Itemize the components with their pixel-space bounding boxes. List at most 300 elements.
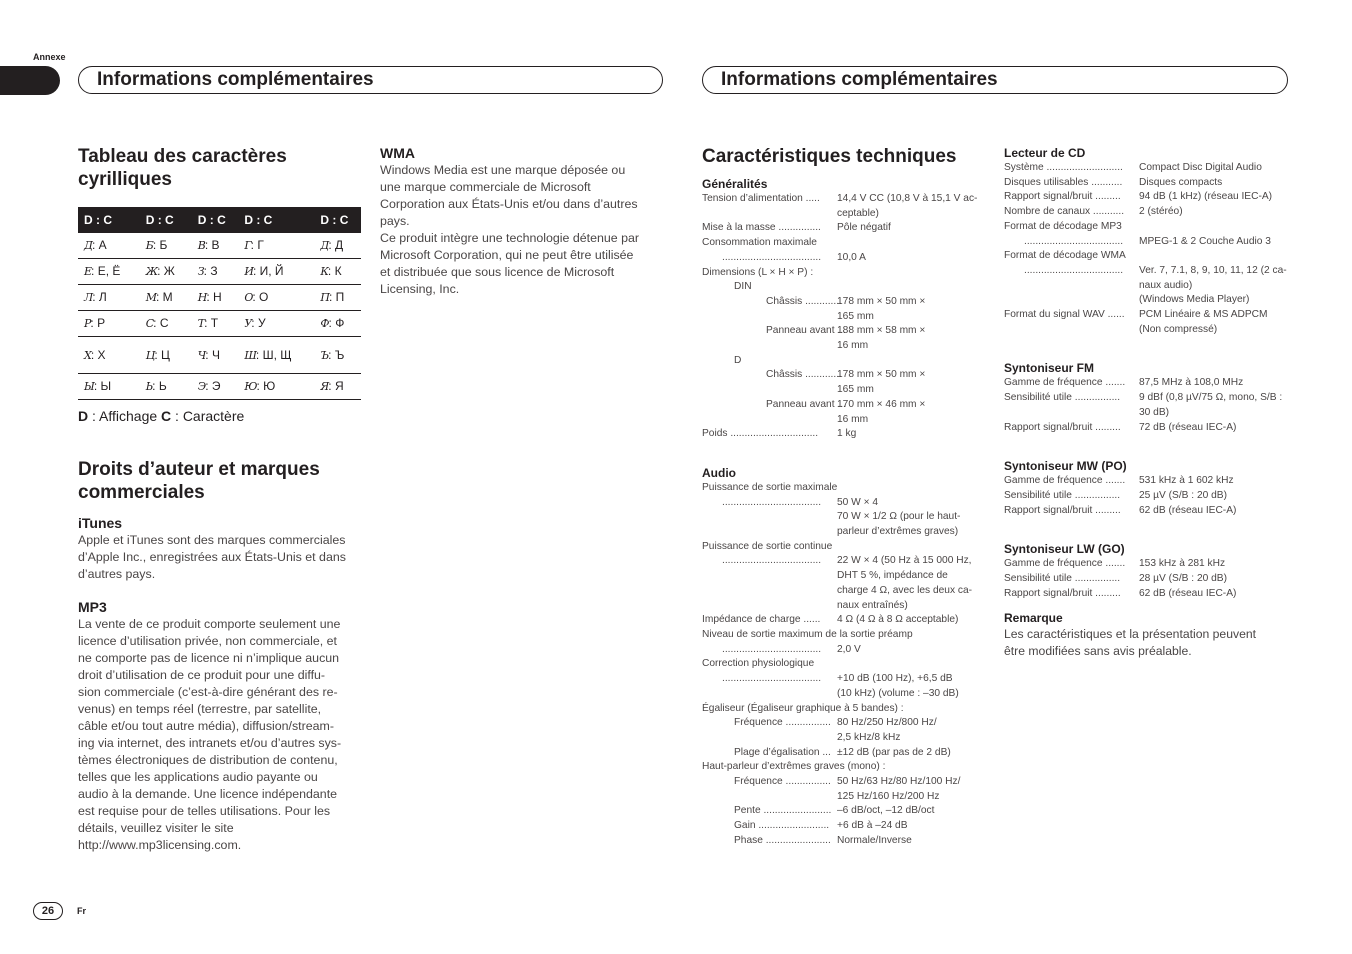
spec-value xyxy=(1139,235,1271,250)
spec-label: Disques utilisables ........... xyxy=(1004,176,1123,188)
spec-value xyxy=(837,368,925,397)
display-glyph: Н xyxy=(197,291,207,304)
spec-label: Plage d’égalisation ... xyxy=(734,746,831,758)
spec-value-line: 16 mm xyxy=(837,340,869,352)
spec-row xyxy=(1004,264,1294,308)
section-tab-marker xyxy=(0,66,60,95)
character-value: Л xyxy=(98,290,107,304)
table-cell: С: С xyxy=(140,311,192,337)
spec-value xyxy=(837,746,951,761)
character-value: В xyxy=(211,238,220,252)
spec-label: ................................... xyxy=(722,496,822,508)
fm-title: Syntoniseur FM xyxy=(1004,361,1095,376)
spec-value-line: PCM Linéaire & MS ADPCM xyxy=(1139,309,1268,321)
language-code: Fr xyxy=(77,906,86,916)
character-value: Ь xyxy=(158,379,167,393)
character-value: Ц xyxy=(160,347,170,362)
cyrillic-section xyxy=(78,145,363,424)
spec-label: Puissance de sortie continue xyxy=(702,540,833,552)
spec-value-line: 531 kHz à 1 602 kHz xyxy=(1139,475,1234,487)
table-cell: О: О xyxy=(238,285,314,311)
spec-value xyxy=(837,819,908,834)
display-glyph: Д xyxy=(84,239,92,252)
spec-value xyxy=(1139,504,1236,519)
spec-row xyxy=(1004,176,1294,191)
table-cell: И: И, Й xyxy=(238,259,314,285)
character-value: Г xyxy=(257,238,264,252)
spec-row xyxy=(1004,572,1294,587)
spec-value-line: 30 dB) xyxy=(1139,406,1170,418)
table-header-cell: D : C xyxy=(314,207,361,233)
text-line: pays. xyxy=(380,214,410,228)
note-title: Remarque xyxy=(1004,611,1063,626)
spec-label: Poids ............................... xyxy=(702,428,819,440)
display-glyph: Е xyxy=(84,265,92,278)
spec-row xyxy=(1004,205,1294,220)
character-value: Ж xyxy=(163,264,175,278)
rights-title-line2: commerciales xyxy=(78,482,205,503)
text-line: droit d’utilisation de ce produit pour une diffu- xyxy=(78,668,326,682)
character-value: А xyxy=(98,238,107,252)
spec-value-line: charge 4 Ω, avec les deux ca- xyxy=(837,584,973,596)
spec-label: Panneau avant ... xyxy=(766,325,846,337)
spec-row xyxy=(702,295,992,324)
character-value: Ч xyxy=(211,347,220,362)
spec-label: DIN xyxy=(734,281,752,293)
display-glyph: К xyxy=(320,265,328,278)
spec-value xyxy=(837,192,977,221)
spec-row xyxy=(702,496,992,540)
character-value: Р xyxy=(97,316,106,330)
table-cell: Д: Д xyxy=(314,233,361,259)
lw-title: Syntoniseur LW (GO) xyxy=(1004,542,1125,557)
spec-row xyxy=(702,221,992,236)
spec-value-line: 4 Ω (4 Ω à 8 Ω acceptable) xyxy=(837,614,959,626)
character-value: Ф xyxy=(335,316,345,330)
spec-row xyxy=(1004,235,1294,250)
character-value: П xyxy=(335,290,345,304)
spec-row xyxy=(1004,489,1294,504)
cyrillic-title-line2: cyrilliques xyxy=(78,169,172,190)
spec-value xyxy=(1139,376,1243,391)
spec-value-line: 125 Hz/160 Hz/200 Hz xyxy=(837,790,940,802)
spec-label: ................................... xyxy=(1024,264,1124,276)
spec-label: Nombre de canaux ........... xyxy=(1004,206,1125,218)
spec-label: Gamme de fréquence ....... xyxy=(1004,377,1126,389)
text-line: être modifiées sans avis préalable. xyxy=(1004,644,1192,659)
display-glyph: Г xyxy=(244,239,251,252)
spec-value xyxy=(837,221,891,236)
spec-value xyxy=(1139,474,1234,489)
cyrillic-table xyxy=(78,207,361,400)
spec-value-line: 28 µV (S/B : 20 dB) xyxy=(1139,573,1227,585)
display-glyph: Б xyxy=(145,239,153,252)
spec-row xyxy=(702,251,992,266)
spec-row xyxy=(702,804,992,819)
spec-value-line: 2,5 kHz/8 kHz xyxy=(837,731,901,743)
spec-value xyxy=(837,834,912,849)
spec-value-line: (10 kHz) (volume : –30 dB) xyxy=(837,687,959,699)
display-glyph: М xyxy=(145,291,156,304)
text-line: Apple et iTunes sont des marques commerciales xyxy=(78,533,346,547)
display-glyph: Ж xyxy=(145,265,158,278)
display-glyph: Ц xyxy=(145,348,155,362)
character-value: Ъ xyxy=(334,347,345,362)
display-glyph: Р xyxy=(84,317,91,330)
spec-value-line: +6 dB à –24 dB xyxy=(837,820,908,832)
text-line: ing via internet, des intranets et/ou d’autres sys- xyxy=(78,736,342,750)
cyrillic-title xyxy=(78,145,363,191)
text-line: audio à la demande. Une licence indépendante xyxy=(78,787,338,801)
spec-value-line: Disques compacts xyxy=(1139,176,1223,188)
table-cell: Н: Н xyxy=(192,285,239,311)
table-header-cell: D : C xyxy=(140,207,192,233)
display-glyph: Д xyxy=(320,239,329,252)
spec-label: Consommation maximale xyxy=(702,237,817,249)
character-value: З xyxy=(210,264,218,278)
section-tab-label: Annexe xyxy=(33,52,66,62)
spec-value xyxy=(837,398,925,427)
spec-value-line: 22 W × 4 (50 Hz à 15 000 Hz, xyxy=(837,555,972,567)
table-row xyxy=(78,337,361,374)
spec-value xyxy=(837,613,958,628)
character-value: Х xyxy=(97,347,106,362)
spec-label: Impédance de charge ...... xyxy=(702,614,821,626)
table-cell: Ч: Ч xyxy=(192,337,239,374)
spec-row xyxy=(702,643,992,658)
text-line: Corporation aux États-Unis et/ou dans d’autres xyxy=(380,197,638,211)
spec-value-line: Ver. 7, 7.1, 8, 9, 10, 11, 12 (2 ca- xyxy=(1139,264,1287,276)
spec-label: D xyxy=(734,354,742,366)
rights-section xyxy=(78,458,368,854)
table-cell: У: У xyxy=(238,311,314,337)
display-glyph: Э xyxy=(197,380,206,393)
header-left: Informations complémentaires xyxy=(78,66,663,94)
spec-label: Rapport signal/bruit ......... xyxy=(1004,587,1121,599)
character-value: Б xyxy=(159,238,168,252)
table-cell: Ф: Ф xyxy=(314,311,361,337)
spec-label: ................................... xyxy=(1024,235,1124,247)
spec-value xyxy=(837,775,960,804)
spec-value-line: 50 W × 4 xyxy=(837,496,879,508)
rights-title-line1: Droits d’auteur et marques xyxy=(78,459,320,480)
table-row xyxy=(78,374,361,400)
spec-value-line: naux entraînés) xyxy=(837,599,908,611)
table-row xyxy=(78,311,361,337)
spec-row xyxy=(1004,190,1294,205)
note-text xyxy=(1004,626,1294,660)
character-value: Н xyxy=(213,290,222,304)
table-header-cell: D : C xyxy=(78,207,140,233)
character-value: М xyxy=(162,290,173,304)
spec-label: Gamme de fréquence ....... xyxy=(1004,475,1126,487)
spec-row xyxy=(702,819,992,834)
spec-label: ................................... xyxy=(722,643,822,655)
text-line: Les caractéristiques et la présentation peuvent xyxy=(1004,627,1257,642)
cd-title: Lecteur de CD xyxy=(1004,146,1086,160)
character-value: Е, Ё xyxy=(97,264,121,278)
spec-row xyxy=(702,672,992,701)
spec-label: Dimensions (L × H × P) : xyxy=(702,266,814,278)
table-cell: Ь: Ь xyxy=(140,374,192,400)
spec-label: Tension d’alimentation ..... xyxy=(702,193,820,204)
spec-label: Rapport signal/bruit ......... xyxy=(1004,421,1121,433)
spec-label: Haut-parleur d’extrêmes graves (mono) : xyxy=(702,761,886,773)
spec-value-line: 16 mm xyxy=(837,413,869,425)
display-glyph: Ф xyxy=(320,317,329,330)
spec-value xyxy=(837,427,856,442)
spec-row xyxy=(702,266,992,281)
display-glyph: Х xyxy=(84,348,91,362)
spec-label: Phase ....................... xyxy=(734,834,831,846)
spec-label: Format du signal WAV ...... xyxy=(1004,309,1125,321)
character-value: Ю xyxy=(263,379,276,393)
spec-value-line: 188 mm × 58 mm × xyxy=(837,325,926,337)
table-cell: Х: Х xyxy=(78,337,140,374)
table-row xyxy=(78,285,361,311)
spec-value-line: ceptable) xyxy=(837,207,879,219)
spec-row xyxy=(702,657,992,672)
spec-value xyxy=(1139,587,1236,602)
legend-d: D xyxy=(78,408,89,424)
spec-row xyxy=(1004,376,1294,391)
spec-value xyxy=(837,804,934,819)
spec-value-line: 10,0 A xyxy=(837,251,866,263)
spec-label: ................................... xyxy=(722,251,822,263)
spec-value xyxy=(1139,190,1272,205)
display-glyph: П xyxy=(320,291,329,304)
display-glyph: Ш xyxy=(244,348,256,362)
text-line: Licensing, Inc. xyxy=(380,282,460,296)
wma-title: WMA xyxy=(380,145,415,161)
spec-value-line: 1 kg xyxy=(837,428,857,440)
character-value: У xyxy=(257,316,266,330)
spec-value-line: 72 dB (réseau IEC-A) xyxy=(1139,421,1237,433)
table-cell: Д: А xyxy=(78,233,140,259)
display-glyph: Ч xyxy=(197,348,206,362)
specs-right xyxy=(1004,146,1294,660)
spec-label: Puissance de sortie maximale xyxy=(702,481,838,493)
text-line: d’Apple Inc., enregistrées aux États-Unis et dans xyxy=(78,550,346,564)
display-glyph: С xyxy=(145,317,154,330)
spec-label: Châssis ............. xyxy=(766,295,842,307)
spec-value xyxy=(1139,421,1236,436)
table-cell: Э: Э xyxy=(192,374,239,400)
table-cell: Ъ: Ъ xyxy=(314,337,361,374)
table-cell: Л: Л xyxy=(78,285,140,311)
spec-value xyxy=(1139,391,1282,420)
display-glyph: И xyxy=(244,265,253,278)
spec-row xyxy=(702,540,992,555)
text-line: venus) en temps réel (terrestre, par satellite, xyxy=(78,702,322,716)
spec-value-line: 2 (stéréo) xyxy=(1139,206,1183,218)
character-value: Ш, Щ xyxy=(262,347,292,362)
audio-title: Audio xyxy=(702,465,736,480)
spec-row xyxy=(702,192,992,221)
cd-specs xyxy=(1004,161,1294,337)
mp3-text xyxy=(78,616,368,854)
spec-label: Gain ......................... xyxy=(734,820,830,832)
spec-value xyxy=(1139,572,1227,587)
mp3-title: MP3 xyxy=(78,599,107,615)
spec-value xyxy=(1139,557,1225,572)
legend-d-text: : Affichage xyxy=(88,408,162,424)
text-line: Microsoft Corporation, qui ne peut être utilisée xyxy=(380,248,634,262)
table-cell: Ы: Ы xyxy=(78,374,140,400)
spec-row xyxy=(702,368,992,397)
table-cell: Ц: Ц xyxy=(140,337,192,374)
page-number: 26 xyxy=(33,902,63,920)
spec-label: Rapport signal/bruit ......... xyxy=(1004,504,1121,516)
table-cell: Ж: Ж xyxy=(140,259,192,285)
spec-value-line: 165 mm xyxy=(837,310,874,322)
spec-label: Fréquence ................ xyxy=(734,717,831,729)
spec-value-line: –6 dB/oct, –12 dB/oct xyxy=(837,805,935,817)
table-row xyxy=(78,259,361,285)
spec-value-line: 94 dB (1 kHz) (réseau IEC-A) xyxy=(1139,191,1273,203)
spec-row xyxy=(702,236,992,251)
table-header-cell: D : C xyxy=(192,207,239,233)
table-cell: З: З xyxy=(192,259,239,285)
spec-value-line: 50 Hz/63 Hz/80 Hz/100 Hz/ xyxy=(837,776,961,788)
spec-value xyxy=(837,251,866,266)
display-glyph: Ы xyxy=(84,380,94,393)
spec-value-line: 87,5 MHz à 108,0 MHz xyxy=(1139,377,1244,389)
spec-label: Sensibilité utile ................ xyxy=(1004,489,1121,501)
spec-row xyxy=(702,481,992,496)
table-cell: Ш: Ш, Щ xyxy=(238,337,314,374)
spec-value xyxy=(1139,205,1183,220)
character-value: Я xyxy=(334,379,344,393)
text-line: Windows Media est une marque déposée ou xyxy=(380,163,626,177)
spec-value xyxy=(837,496,960,540)
spec-value xyxy=(837,324,925,353)
spec-value-line: (Windows Media Player) xyxy=(1139,294,1250,306)
spec-value-line: +10 dB (100 Hz), +6,5 dB xyxy=(837,673,953,685)
spec-label: Format de décodage MP3 xyxy=(1004,220,1122,232)
spec-label: Correction physiologique xyxy=(702,658,815,670)
spec-label: Châssis ............. xyxy=(766,369,842,381)
character-value: К xyxy=(334,264,342,278)
spec-value-line: Pôle négatif xyxy=(837,222,891,234)
spec-value xyxy=(1139,308,1268,337)
fm-specs xyxy=(1004,376,1294,435)
audio-specs xyxy=(702,481,992,849)
spec-row xyxy=(1004,474,1294,489)
display-glyph: У xyxy=(244,317,252,330)
text-line: ne comporte pas de licence ni n’implique aucun xyxy=(78,651,340,665)
character-value: И, Й xyxy=(259,264,284,278)
table-cell: П: П xyxy=(314,285,361,311)
text-line: La vente de ce produit comporte seulement une xyxy=(78,617,341,631)
spec-row xyxy=(1004,587,1294,602)
itunes-title: iTunes xyxy=(78,515,123,531)
text-line: câble et/ou tout autre média), diffusion/stream- xyxy=(78,719,334,733)
spec-label: Fréquence ................ xyxy=(734,776,831,788)
spec-value-line: naux audio) xyxy=(1139,279,1193,291)
table-legend xyxy=(78,408,363,424)
legend-c-text: : Caractère xyxy=(171,408,245,424)
spec-row xyxy=(702,760,992,775)
spec-row xyxy=(702,613,992,628)
spec-value-line: 153 kHz à 281 kHz xyxy=(1139,558,1226,570)
table-header-cell: D : C xyxy=(238,207,314,233)
spec-value-line: 170 mm × 46 mm × xyxy=(837,398,926,410)
display-glyph: О xyxy=(244,291,253,304)
text-line: telles que les applications audio payante ou xyxy=(78,770,318,784)
general-specs xyxy=(702,192,992,442)
table-cell: Т: Т xyxy=(192,311,239,337)
table-row xyxy=(78,233,361,259)
character-value: Д xyxy=(335,238,344,252)
general-title: Généralités xyxy=(702,177,768,191)
spec-value xyxy=(1139,489,1227,504)
legend-c: C xyxy=(161,408,172,424)
spec-row xyxy=(1004,249,1294,264)
wma-section xyxy=(380,145,665,298)
display-glyph: З xyxy=(197,265,204,278)
table-cell: Ю: Ю xyxy=(238,374,314,400)
character-value: О xyxy=(259,290,269,304)
specs-title: Caractéristiques techniques xyxy=(702,146,957,167)
spec-value-line: 62 dB (réseau IEC-A) xyxy=(1139,504,1237,516)
spec-value-line: 25 µV (S/B : 20 dB) xyxy=(1139,489,1227,501)
spec-label: Format de décodage WMA xyxy=(1004,250,1126,262)
spec-row xyxy=(702,354,992,369)
spec-value xyxy=(1139,264,1287,308)
spec-value-line: 165 mm xyxy=(837,384,874,396)
spec-row xyxy=(1004,504,1294,519)
spec-label: ................................... xyxy=(722,673,822,685)
text-line: http://www.mp3licensing.com. xyxy=(78,838,242,852)
table-cell: Б: Б xyxy=(140,233,192,259)
cyrillic-title-line1: Tableau des caractères xyxy=(78,146,287,167)
mw-title: Syntoniseur MW (PO) xyxy=(1004,459,1127,474)
spec-label: Panneau avant ... xyxy=(766,398,846,410)
display-glyph: Л xyxy=(84,291,93,304)
spec-row xyxy=(1004,421,1294,436)
spec-value xyxy=(837,716,937,745)
spec-row xyxy=(702,775,992,804)
display-glyph: В xyxy=(197,239,205,252)
text-line: licence d’utilisation privée, non commerciale, et xyxy=(78,634,337,648)
spec-value-line: 178 mm × 50 mm × xyxy=(837,295,926,307)
spec-row xyxy=(702,324,992,353)
spec-label: Sensibilité utile ................ xyxy=(1004,573,1121,585)
spec-row xyxy=(702,398,992,427)
spec-row xyxy=(1004,391,1294,420)
spec-value xyxy=(1139,161,1262,176)
spec-value-line: 62 dB (réseau IEC-A) xyxy=(1139,587,1237,599)
spec-label: Pente ........................ xyxy=(734,805,832,817)
spec-row xyxy=(702,628,992,643)
table-cell: К: К xyxy=(314,259,361,285)
display-glyph: Ь xyxy=(145,380,153,393)
spec-value-line: Compact Disc Digital Audio xyxy=(1139,162,1262,173)
display-glyph: Я xyxy=(320,380,329,393)
spec-value-line: (Non compressé) xyxy=(1139,323,1218,335)
spec-label: Égaliseur (Égaliseur graphique à 5 bandes) : xyxy=(702,702,904,714)
text-line: d’autres pays. xyxy=(78,567,156,581)
spec-value-line: 80 Hz/250 Hz/800 Hz/ xyxy=(837,717,937,729)
spec-row xyxy=(702,702,992,717)
spec-label: Système ........................... xyxy=(1004,162,1123,173)
spec-row xyxy=(702,716,992,745)
text-line: tèmes électroniques de distribution de contenu, xyxy=(78,753,338,767)
lw-specs xyxy=(1004,557,1294,601)
spec-row xyxy=(702,280,992,295)
table-cell: Я: Я xyxy=(314,374,361,400)
